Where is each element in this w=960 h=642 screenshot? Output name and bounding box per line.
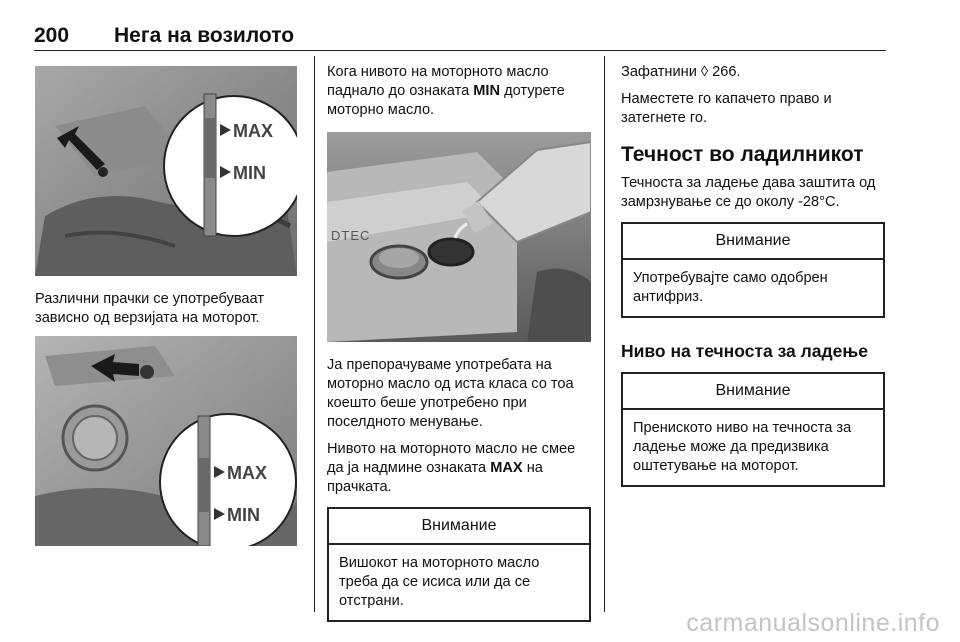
max-paragraph — [327, 440, 591, 497]
column-divider-1 — [314, 56, 315, 612]
notice-title: Внимание — [329, 509, 589, 545]
column-3 — [621, 63, 885, 487]
max-mark-label-2: MAX — [227, 463, 267, 483]
coolant-level-heading: Ниво на течноста за ладење — [621, 341, 868, 361]
engine-cover-text: DTEC — [331, 228, 371, 243]
cap-paragraph: Наместете го капачето право и затегнете го. — [621, 91, 832, 126]
column-divider-2 — [604, 56, 605, 612]
notice-title: Внимание — [623, 374, 883, 410]
column-1-caption — [35, 290, 297, 336]
min-mark-label-1: MIN — [233, 163, 266, 183]
dipstick-caption: Различни прачки се употребуваат зависно од верзијата на моторот. — [35, 291, 265, 326]
page-title: Нега на возилото — [114, 24, 295, 47]
page-reference-icon: ◊ — [700, 64, 709, 80]
capacities-paragraph — [621, 63, 885, 82]
min-mark-label-2: MIN — [227, 505, 260, 525]
capacities-page-ref: 266. — [708, 64, 741, 80]
notice-body: Прениското ниво на течноста за ладење може да предизвика оштетување на моторот. — [633, 420, 852, 474]
notice-box-excess-oil — [327, 507, 591, 622]
notice-body: Вишокот на моторното масло треба да се исиса или да се отстрани. — [339, 555, 540, 609]
min-paragraph-text-end: дотурете моторно масло. — [327, 83, 565, 118]
column-2-body — [327, 356, 591, 622]
oil-class-paragraph: Ја препорачуваме употребата на моторно масло од иста класа со тоа коешто беше употребено при поселдното менување. — [327, 357, 574, 430]
max-mark-label-1: MAX — [233, 121, 273, 141]
notice-body: Употребувајте само одобрен антифриз. — [633, 270, 828, 305]
watermark: carmanualsonline.info — [686, 609, 940, 637]
column-2 — [327, 63, 591, 128]
min-paragraph — [327, 63, 591, 120]
page-header — [34, 0, 886, 51]
notice-box-antifreeze — [621, 222, 885, 318]
oil-fill-figure — [327, 132, 591, 342]
max-paragraph-text-end: на прачката. — [327, 460, 543, 495]
min-paragraph-text: Кога нивото на моторното масло паднало до ознаката — [327, 64, 549, 99]
max-mark-ref: MAX — [490, 460, 523, 476]
dipstick-figure-1 — [35, 66, 297, 276]
page-number: 200 — [34, 24, 70, 47]
max-paragraph-text: Нивото на моторното масло не смее да ја надмине ознаката — [327, 441, 576, 476]
dipstick-figure-2 — [35, 336, 297, 546]
notice-box-coolant-level — [621, 372, 885, 487]
capacities-text: Зафатнини — [621, 64, 701, 80]
coolant-paragraph: Течноста за ладење дава заштита од замрзнување се до околу -28°C. — [621, 175, 876, 210]
notice-title: Внимание — [623, 224, 883, 260]
coolant-heading: Течност во ладилникот — [621, 143, 864, 166]
min-mark-ref: MIN — [473, 83, 501, 99]
